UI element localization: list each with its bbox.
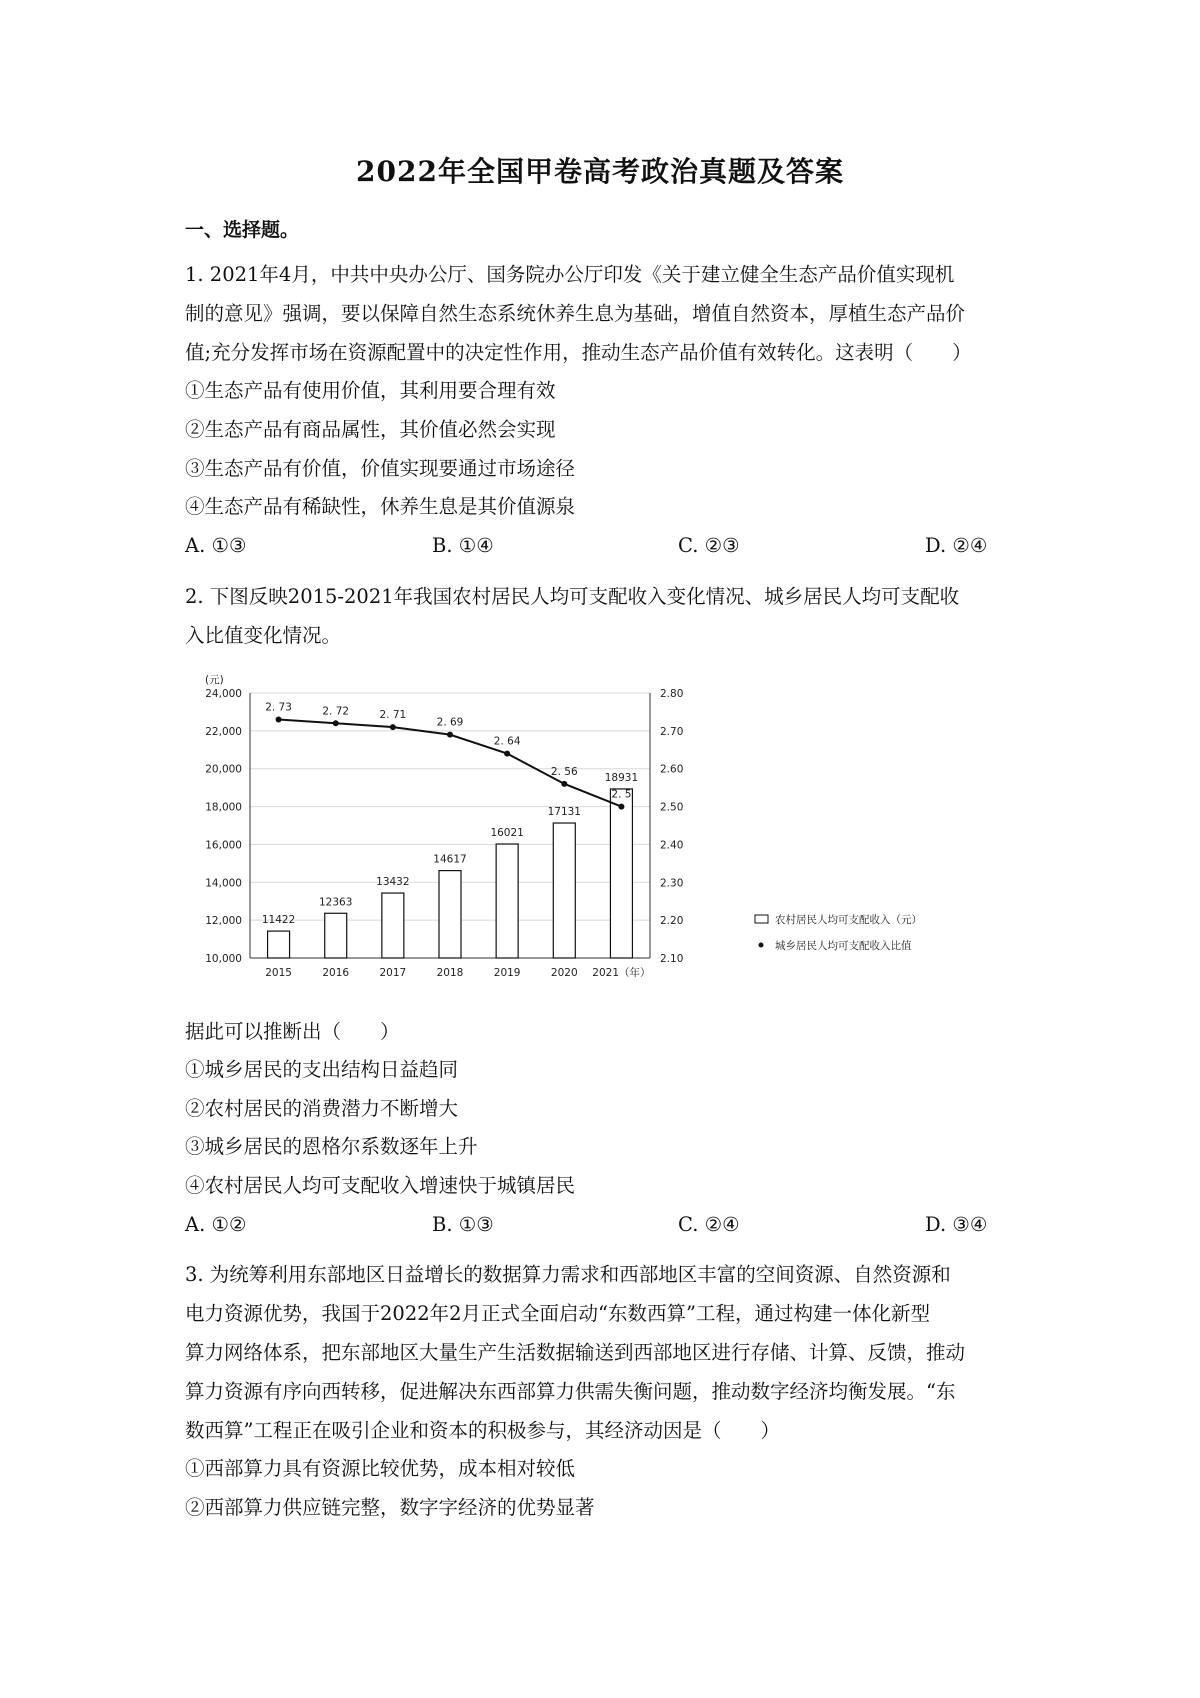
bar-value-label: 11422	[261, 914, 296, 927]
right-axis-tick: 2.30	[660, 877, 684, 890]
income-bar	[553, 823, 575, 958]
q2-item: ④农村居民人均可支配收入增速快于城镇居民	[185, 1174, 576, 1197]
right-axis-tick: 2.20	[660, 915, 684, 928]
left-axis-tick: 16,000	[205, 839, 242, 852]
bar-value-label: 13432	[376, 876, 410, 889]
income-bar	[610, 789, 632, 958]
ratio-value-label: 2. 71	[379, 709, 407, 722]
q1-item: ③生态产品有价值，价值实现要通过市场途径	[185, 457, 576, 480]
right-axis-tick: 2.10	[660, 953, 684, 965]
ratio-value-label: 2. 69	[436, 716, 464, 729]
q2-item: ②农村居民的消费潜力不断增大	[185, 1097, 459, 1120]
right-axis-tick: 2.80	[660, 688, 684, 700]
ratio-value-label: 2. 73	[265, 701, 292, 714]
chart-legend	[755, 913, 922, 952]
income-bar	[439, 871, 461, 958]
income-chart	[185, 668, 945, 998]
income-bar	[268, 931, 290, 958]
q2-item: ①城乡居民的支出结构日益趋同	[185, 1058, 459, 1081]
ratio-point	[618, 804, 624, 810]
ratio-value-label: 2. 72	[322, 705, 350, 718]
left-axis-tick: 14,000	[205, 877, 242, 890]
ratio-point	[276, 717, 282, 723]
left-axis-tick: 10,000	[205, 953, 242, 965]
ratio-value-label: 2. 64	[493, 735, 521, 748]
left-axis-tick: 20,000	[205, 763, 242, 776]
ratio-point	[390, 724, 396, 730]
legend-line-label: 城乡居民人均可支配收入比值	[775, 940, 912, 952]
left-axis-unit: (元)	[205, 674, 224, 686]
income-bar	[496, 844, 518, 958]
q2-option-a: A. ①②	[185, 1213, 247, 1236]
q1-item: ④生态产品有稀缺性，休养生息是其价值源泉	[185, 495, 576, 518]
right-axis-tick: 2.40	[660, 839, 684, 852]
income-bar	[325, 913, 347, 958]
ratio-point	[504, 751, 510, 757]
q1-stem-line: 值;充分发挥市场在资源配置中的决定性作用，推动生态产品价值有效转化。这表明（ ）	[185, 341, 972, 364]
left-axis-tick: 12,000	[205, 915, 242, 928]
bar-value-label: 17131	[547, 806, 581, 819]
q1-item: ②生态产品有商品属性，其价值必然会实现	[185, 418, 556, 441]
q1-stem-line: 1. 2021年4月，中共中央办公厅、国务院办公厅印发《关于建立健全生态产品价值实现机	[185, 263, 955, 286]
x-axis-tick: 2018	[436, 967, 464, 979]
q3-stem-line: 3. 为统筹利用东部地区日益增长的数据算力需求和西部地区丰富的空间资源、自然资源和	[185, 1263, 951, 1286]
legend-bar-label: 农村居民人均可支配收入（元）	[775, 914, 922, 926]
q3-stem-line: 数西算”工程正在吸引企业和资本的积极参与，其经济动因是（ ）	[185, 1419, 780, 1442]
ratio-point	[561, 781, 567, 787]
q3-item: ②西部算力供应链完整，数字字经济的优势显著	[185, 1496, 595, 1519]
q2-option-b: B. ①③	[432, 1213, 494, 1236]
q1-option-b: B. ①④	[432, 534, 494, 557]
x-axis-tick: 2019	[493, 967, 521, 979]
ratio-value-label: 2. 56	[550, 765, 578, 778]
x-axis-tick: 2016	[322, 967, 350, 979]
bar-value-label: 16021	[490, 827, 524, 840]
left-axis-tick: 24,000	[205, 688, 242, 700]
q2-prompt: 据此可以推断出（ ）	[185, 1020, 400, 1043]
right-axis-tick: 2.50	[660, 801, 684, 814]
q2-stem-line: 2. 下图反映2015-2021年我国农村居民人均可支配收入变化情况、城乡居民人均可支配收	[185, 585, 960, 608]
q1-item: ①生态产品有使用价值，其利用要合理有效	[185, 379, 556, 402]
ratio-point	[333, 720, 339, 726]
ratio-point	[447, 732, 453, 738]
section-heading: 一、选择题。	[185, 219, 300, 241]
page-title: 2022年全国甲卷高考政治真题及答案	[356, 155, 844, 188]
ratio-value-label: 2. 5	[611, 788, 632, 801]
q1-stem-line: 制的意见》强调，要以保障自然生态系统休养生息为基础，增值自然资本，厚植生态产品价	[185, 302, 966, 325]
q3-stem-line: 算力资源有序向西转移，促进解决东西部算力供需失衡问题，推动数字经济均衡发展。“东	[185, 1380, 956, 1403]
q2-item: ③城乡居民的恩格尔系数逐年上升	[185, 1135, 478, 1158]
bar-value-label: 12363	[319, 896, 353, 909]
income-bar	[382, 893, 404, 958]
q2-option-c: C. ②④	[678, 1213, 740, 1236]
q3-stem-line: 电力资源优势，我国于2022年2月正式全面启动“东数西算”工程，通过构建一体化新型	[185, 1302, 930, 1325]
left-axis-tick: 18,000	[205, 801, 242, 814]
left-axis-tick: 22,000	[205, 725, 242, 738]
q3-stem-line: 算力网络体系，把东部地区大量生产生活数据输送到西部地区进行存储、计算、反馈，推动	[185, 1341, 966, 1364]
x-axis-tick: 2021（年）	[592, 967, 651, 979]
q1-option-d: D. ②④	[925, 534, 988, 557]
bar-value-label: 18931	[604, 771, 639, 784]
q1-option-c: C. ②③	[678, 534, 740, 557]
x-axis-tick: 2017	[379, 967, 407, 979]
right-axis-tick: 2.70	[660, 725, 684, 738]
x-axis-tick: 2020	[550, 967, 578, 979]
q3-item: ①西部算力具有资源比较优势，成本相对较低	[185, 1457, 576, 1480]
bar-value-label: 14617	[433, 853, 467, 866]
q1-option-a: A. ①③	[185, 534, 247, 557]
legend-bar-swatch	[755, 915, 768, 923]
x-axis-tick: 2015	[265, 967, 292, 979]
right-axis-tick: 2.60	[660, 763, 684, 776]
q2-stem-line: 入比值变化情况。	[185, 624, 342, 647]
q2-option-d: D. ③④	[925, 1213, 988, 1236]
legend-line-swatch	[759, 943, 764, 948]
